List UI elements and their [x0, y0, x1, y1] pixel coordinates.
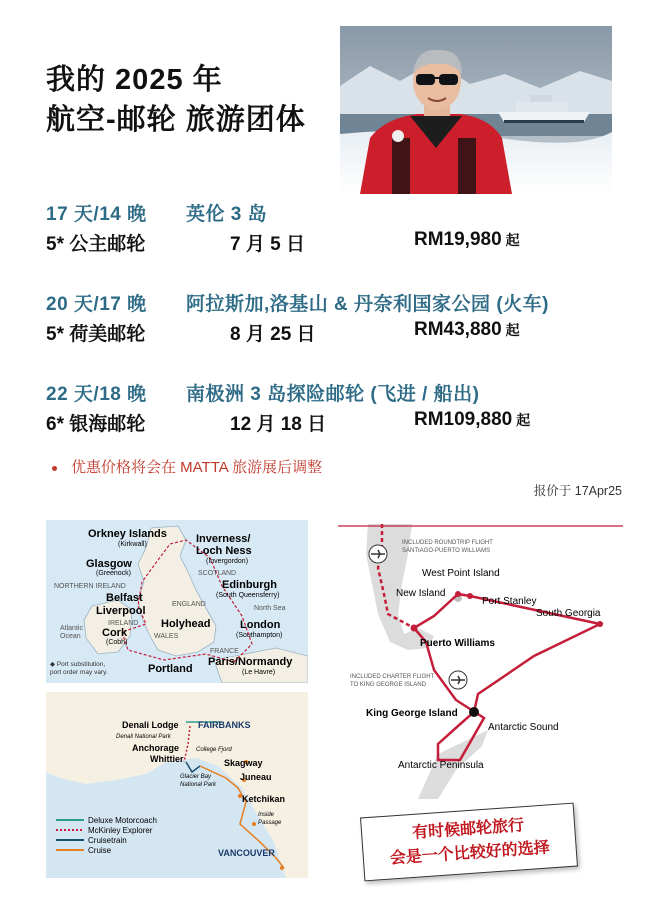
label-glasgow: Glasgow — [86, 558, 132, 570]
map-british-isles — [46, 520, 308, 683]
label-flight-2b: TO KING GEORGE ISLAND — [350, 682, 426, 688]
legend-cruisetrain: Cruisetrain — [88, 836, 127, 845]
label-northern-ireland: NORTHERN IRELAND — [54, 583, 126, 590]
label-antarctic-peninsula: Antarctic Peninsula — [398, 760, 484, 771]
callout-line-2: 会是一个比较好的选择 — [389, 839, 551, 868]
legend-line-2: port order may vary. — [50, 669, 108, 676]
trip-1-price-group — [414, 229, 520, 251]
trip-1-date: 7 月 5 日 — [230, 234, 305, 255]
callout-box — [360, 803, 578, 882]
label-skagway: Skagway — [224, 758, 263, 768]
quote-date: 报价于 17Apr25 — [533, 484, 622, 498]
trip-3-heading — [46, 379, 480, 406]
label-flight-2a: INCLUDED CHARTER FLIGHT — [350, 674, 435, 680]
label-france: FRANCE — [210, 648, 239, 655]
legend-motorcoach: Deluxe Motorcoach — [88, 816, 157, 825]
label-liverpool: Liverpool — [96, 605, 146, 617]
label-belfast: Belfast — [106, 592, 143, 604]
plane-icon-1 — [369, 545, 387, 563]
label-cork: Cork — [102, 627, 128, 639]
label-inverness-2: Loch Ness — [196, 545, 252, 557]
label-invergordon: (Invergordon) — [206, 558, 249, 565]
label-kirkwall: (Kirkwall) — [118, 541, 147, 548]
map-alaska — [46, 692, 308, 878]
title-line-1: 我的 2025 年 — [46, 64, 223, 96]
trip-1-destination: 英伦 3 岛 — [186, 204, 268, 225]
trip-1-details — [46, 229, 586, 255]
label-scotland: SCOTLAND — [198, 570, 237, 577]
trip-1-ship: 5* 公主邮轮 — [46, 234, 146, 255]
trip-2-duration: 20 天/17 晚 — [46, 294, 147, 315]
label-flight-1b: SANTIAGO-PUERTO WILLIAMS — [402, 548, 491, 554]
label-holyhead: Holyhead — [161, 618, 211, 630]
label-england: ENGLAND — [172, 601, 206, 608]
label-greenock: (Greenock) — [96, 570, 132, 577]
label-flight-1a: INCLUDED ROUNDTRIP FLIGHT — [402, 540, 493, 546]
bullet-icon — [52, 466, 57, 471]
trip-2-details — [46, 319, 586, 345]
trip-3-ship: 6* 银海邮轮 — [46, 414, 146, 435]
label-vancouver: VANCOUVER — [218, 848, 275, 858]
trip-1-price: RM19,980 — [414, 229, 502, 250]
label-fairbanks: FAIRBANKS — [198, 720, 251, 730]
label-ireland: IRELAND — [108, 620, 139, 627]
label-cobh: (Cobh) — [106, 639, 128, 646]
legend-line-1: ◆ Port substitution, — [50, 661, 106, 668]
trip-2-ship: 5* 荷美邮轮 — [46, 324, 146, 345]
trip-3-date: 12 月 18 日 — [230, 414, 327, 435]
trip-3-destination: 南极洲 3 岛探险邮轮 (飞进 / 船出) — [186, 384, 480, 405]
label-new-island: New Island — [396, 588, 446, 599]
label-denali-park: Denali National Park — [116, 734, 171, 740]
label-southampton: (Southampton) — [236, 632, 283, 639]
trip-1-price-suffix: 起 — [505, 232, 520, 248]
callout-line-1: 有时候邮轮旅行 — [411, 817, 525, 842]
label-le-havre: (Le Havre) — [242, 669, 276, 676]
label-south-georgia: South Georgia — [536, 608, 601, 619]
label-denali-lodge: Denali Lodge — [122, 720, 179, 730]
label-wales: WALES — [154, 633, 179, 640]
label-queensferry: (South Queensferry) — [216, 592, 280, 599]
plane-icon-2 — [449, 671, 467, 689]
trip-2-price-group — [414, 319, 520, 341]
trip-3-price: RM109,880 — [414, 409, 513, 430]
trip-3-details — [46, 409, 586, 435]
trip-1-duration: 17 天/14 晚 — [46, 204, 147, 225]
trip-2-heading — [46, 289, 549, 316]
label-orkney: Orkney Islands — [88, 528, 167, 540]
price-note — [52, 456, 322, 477]
label-portland: Portland — [148, 663, 193, 675]
label-puerto-williams: Puerto Williams — [420, 638, 495, 649]
label-juneau: Juneau — [240, 772, 272, 782]
legend-mckinley: McKinley Explorer — [88, 826, 153, 835]
label-glacier-bay-1: Glacier Bay — [180, 774, 212, 780]
legend-cruise: Cruise — [88, 846, 112, 855]
page-title — [46, 60, 306, 140]
label-college-fjord: College Fjord — [196, 747, 232, 753]
label-port-stanley: Port Stanley — [482, 596, 537, 607]
trip-3-price-suffix: 起 — [516, 412, 531, 428]
trip-1-heading — [46, 199, 268, 226]
label-antarctic-sound: Antarctic Sound — [488, 722, 559, 733]
trip-2-price: RM43,880 — [414, 319, 502, 340]
title-line-2: 航空-邮轮 旅游团体 — [46, 104, 306, 136]
trip-2-destination: 阿拉斯加,洛基山 & 丹奈利国家公园 (火车) — [186, 294, 549, 315]
label-london: London — [240, 619, 281, 631]
label-inside-1: Inside — [258, 812, 275, 818]
label-anchorage: Anchorage — [132, 743, 180, 753]
trip-2-date: 8 月 25 日 — [230, 324, 316, 345]
traveler-photo — [340, 26, 612, 194]
label-inside-2: Passage — [258, 820, 282, 826]
label-ketchikan: Ketchikan — [242, 794, 286, 804]
price-note-text: 优惠价格将会在 MATTA 旅游展后调整 — [71, 459, 323, 476]
label-north-sea: North Sea — [254, 605, 286, 612]
label-king-george: King George Island — [366, 708, 458, 719]
label-atlantic-2: Ocean — [60, 633, 81, 640]
map-antarctica — [338, 524, 623, 799]
trip-3-duration: 22 天/18 晚 — [46, 384, 147, 405]
label-whittier: Whittier — [150, 754, 184, 764]
label-inverness-1: Inverness/ — [196, 533, 251, 545]
trip-3-price-group — [414, 409, 530, 431]
label-atlantic-1: Atlantic — [60, 625, 83, 632]
label-edinburgh: Edinburgh — [222, 579, 277, 591]
label-paris: Paris/Normandy — [208, 656, 293, 668]
label-glacier-bay-2: National Park — [180, 782, 217, 788]
trip-2-price-suffix: 起 — [505, 322, 520, 338]
label-west-point: West Point Island — [422, 568, 500, 579]
